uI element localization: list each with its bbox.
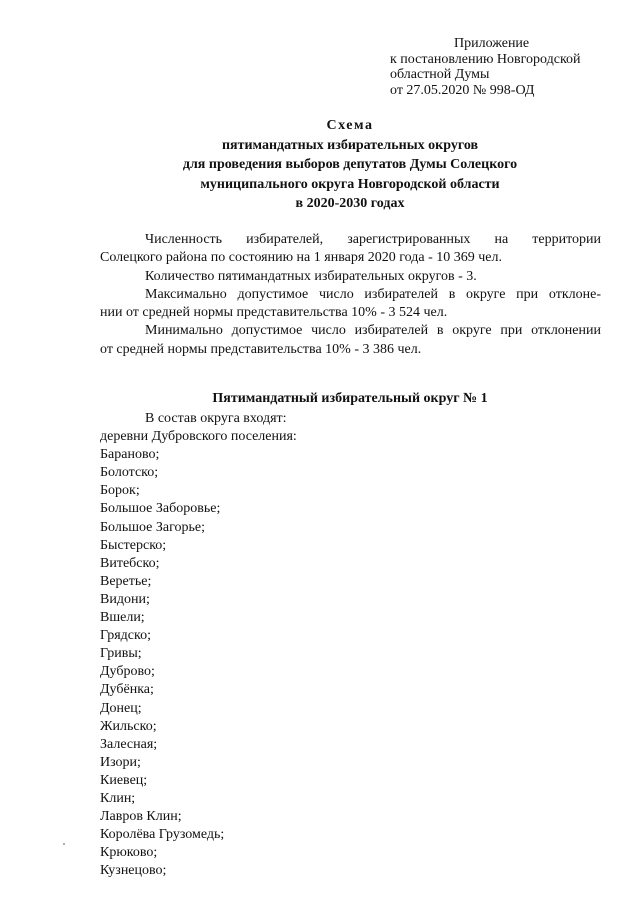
title-line-2: для проведения выборов депутатов Думы Солецкого [182, 157, 518, 173]
list-item: Дубёнка; [100, 682, 154, 698]
voters-count-line-1: Численность избирателей, зарегистрированных на территории [145, 232, 601, 247]
list-item: Лавров Клин; [100, 809, 182, 825]
district-composition: В состав округа входят: [145, 411, 287, 426]
village-list [100, 446, 600, 880]
title-heading: Схема [326, 118, 374, 133]
min-voters-line-2: от средней нормы представительства 10% - 3 386 чел. [100, 341, 422, 357]
appendix-resolution: к постановлению Новгородской [390, 51, 581, 67]
title-line-4: в 2020-2030 годах [295, 196, 405, 212]
list-item: Киевец; [100, 772, 148, 788]
list-item: Донец; [100, 700, 142, 716]
intro-section [100, 231, 601, 359]
appendix-date-number: от 27.05.2020 № 998-ОД [390, 82, 535, 98]
list-item: Крюково; [100, 845, 158, 861]
title-line-3: муниципального округа Новгородской области [200, 176, 500, 192]
settlement-heading: деревни Дубровского поселения: [100, 429, 297, 445]
voters-count-line-2: Солецкого района по состоянию на 1 января 2020 года - 10 369 чел. [100, 250, 503, 266]
list-item: Гривы; [100, 646, 142, 662]
min-voters-line-1: Минимально допустимое число избирателей в округе при отклонении [145, 323, 601, 339]
list-item: Борок; [100, 483, 140, 499]
title-line-1: пятимандатных избирательных округов [221, 137, 479, 153]
list-item: Бараново; [100, 447, 160, 463]
appendix-authority: областной Думы [390, 67, 490, 82]
max-voters-line-2: нии от средней нормы представительства 10% - 3 524 чел. [100, 305, 448, 321]
list-item: Жильско; [100, 718, 157, 734]
district-title: Пятимандатный избирательный округ № 1 [212, 391, 488, 406]
list-item: Веретье; [100, 573, 152, 589]
list-item: Вшели; [100, 610, 145, 626]
districts-count: Количество пятимандатных избирательных округов - 3. [145, 268, 477, 284]
list-item: Королёва Грузомедь; [100, 827, 225, 843]
list-item: Изори; [100, 754, 141, 770]
list-item: Болотско; [100, 465, 159, 481]
list-item: Видони; [100, 591, 150, 607]
list-item: Быстерско; [100, 537, 167, 553]
list-item: Большое Заборовье; [100, 501, 221, 517]
scan-speck [63, 843, 65, 845]
district-section [100, 410, 600, 880]
document-title [100, 116, 600, 214]
list-item: Залесная; [100, 736, 158, 752]
list-item: Кузнецово; [100, 863, 167, 879]
list-item: Большое Загорье; [100, 519, 205, 535]
appendix-label: Приложение [454, 36, 530, 51]
list-item: Витебско; [100, 555, 160, 571]
list-item: Дуброво; [100, 664, 155, 680]
max-voters-line-1: Максимально допустимое число избирателей в округе при отклоне- [145, 286, 601, 302]
list-item: Клин; [100, 790, 136, 806]
list-item: Грядско; [100, 628, 151, 644]
appendix-note [390, 36, 581, 98]
